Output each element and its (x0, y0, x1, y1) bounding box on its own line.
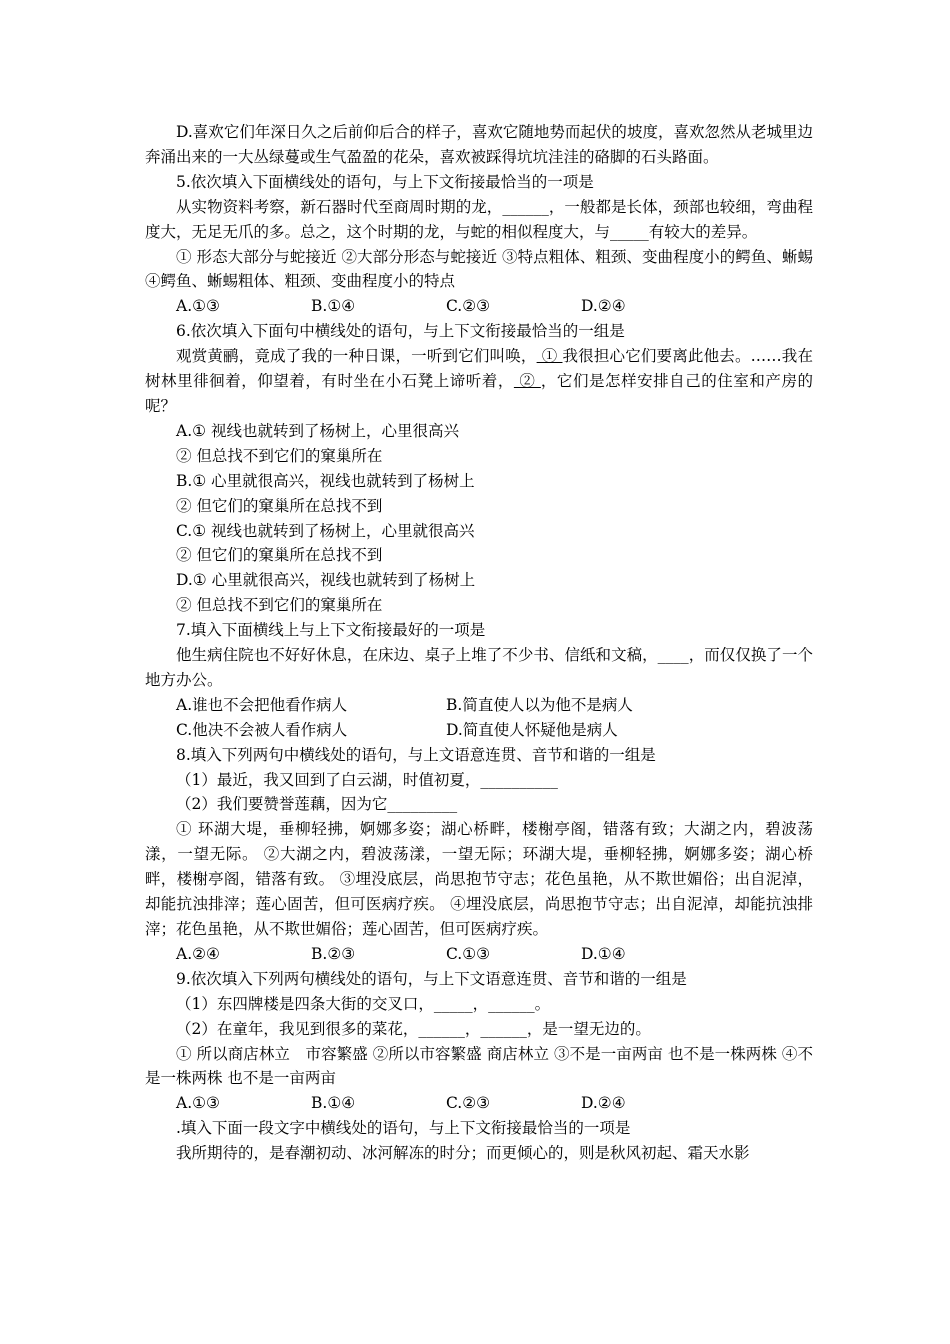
q7-options-row-2 (145, 718, 813, 743)
q5-option-a: A.①③ (176, 297, 220, 316)
q6-blank-1: ① (536, 347, 563, 366)
q5-stem: 5.依次填入下面横线处的语句，与上下文衔接最恰当的一项是 (176, 172, 594, 191)
q8-option-b: B.②③ (311, 944, 356, 963)
q9-option-a: A.①③ (176, 1094, 220, 1113)
q5-passage: 从实物资料考察，新石器时代至商周时期的龙，______，一般都是长体，颈部也较细，弯曲程度大，无足无爪的多。总之，这个时期的龙，与蛇的相似程度大，与_____有较大的差异。 (145, 197, 813, 241)
q8-option-a: A.②④ (176, 944, 220, 963)
q7-option-a: A.谁也不会把他看作病人 (176, 695, 348, 714)
q6-passage (145, 344, 813, 419)
q5-option-b: B.①④ (311, 297, 356, 316)
q9-sentence-1: （1）东四牌楼是四条大街的交叉口，_____，______。 (176, 994, 551, 1013)
q9-option-c: C.②③ (446, 1094, 491, 1113)
q7-passage: 他生病住院也不好好休息，在床边、桌子上堆了不少书、信纸和文稿，____，而仅仅换了一个地方办公。 (145, 646, 813, 689)
q8-items: ① 环湖大堤，垂柳轻拂，婀娜多姿；湖心桥畔，楼榭亭阁，错落有致；大湖之内，碧波荡漾，一望无际。 ②大湖之内，碧波荡漾，一望无际；环湖大堤，垂柳轻拂，婀娜多姿；湖心桥畔，楼榭亭阁，错落有致。 ③埋没底层，尚思抱节守志；花色虽艳，从不欺世媚俗；出自泥淖，却能抗浊排滓；莲心固苦，但可医病疗疾。 ④埋没底层，尚思抱节守志；出自泥淖，却能抗浊排滓；花色虽艳，从不欺世媚俗；莲心固苦，但可医病疗疾。 (145, 820, 813, 938)
q6-option-c-1: C.① 视线也就转到了杨树上，心里就很高兴 (176, 521, 475, 540)
q7-options-row-1 (145, 693, 813, 718)
q6-blank-2: ② (513, 372, 541, 391)
q6-option-a-1: A.① 视线也就转到了杨树上，心里很高兴 (176, 421, 459, 440)
q6-passage-part-b: 我很担心它们要离此他去。……我在树林里徘徊着，仰望着，有时坐在小石凳上谛听着， (145, 347, 813, 391)
q5-items: ① 形态大部分与蛇接近 ②大部分形态与蛇接近 ③特点粗体、粗颈、变曲程度小的鳄鱼、蜥蜴 ④鳄鱼、蜥蜴粗体、粗颈、变曲程度小的特点 (145, 247, 813, 291)
q8-stem: 8.填入下列两句中横线处的语句，与上文语意连贯、音节和谐的一组是 (176, 745, 656, 764)
q8-sentence-2: （2）我们要赞誉莲藕，因为它_________ (176, 795, 458, 814)
q5-option-c: C.②③ (446, 297, 491, 316)
q7-option-c: C.他决不会被人看作病人 (176, 720, 348, 739)
q6-option-d-2: ② 但总找不到它们的窠巢所在 (176, 596, 383, 615)
q9-sentence-2: （2）在童年，我见到很多的菜花，______，______，是一望无边的。 (176, 1019, 651, 1038)
q7-stem: 7.填入下面横线上与上下文衔接最好的一项是 (176, 621, 486, 640)
q10-stem: .填入下面一段文字中横线处的语句，与上下文衔接最恰当的一项是 (176, 1119, 631, 1138)
q9-items: ① 所以商店林立 市容繁盛 ②所以市容繁盛 商店林立 ③不是一亩两亩 也不是一株两株 ④不是一株两株 也不是一亩两亩 (145, 1044, 813, 1088)
q6-passage-part-a: 观赏黄鹂，竟成了我的一种日课，一听到它们叫唤， (176, 347, 537, 366)
q9-option-b: B.①④ (311, 1094, 356, 1113)
q6-stem: 6.依次填入下面句中横线处的语句，与上下文衔接最恰当的一组是 (176, 322, 625, 341)
q10-passage: 我所期待的，是春潮初动、冰河解冻的时分；而更倾心的，则是秋风初起、霜天水影 (176, 1144, 750, 1163)
q8-option-d: D.①④ (581, 944, 626, 963)
q4-option-d: D.喜欢它们年深日久之后前仰后合的样子，喜欢它随地势而起伏的坡度，喜欢忽然从老城里边奔涌出来的一大丛绿蔓或生气盈盈的花朵，喜欢被踩得坑坑洼洼的硌脚的石头路面。 (145, 123, 813, 166)
q5-options (145, 294, 813, 319)
q8-option-c: C.①③ (446, 944, 491, 963)
q5-option-d: D.②④ (581, 297, 626, 316)
document-body (145, 120, 813, 1166)
q9-stem: 9.依次填入下列两句横线处的语句，与上下文语意连贯、音节和谐的一组是 (176, 969, 687, 988)
q6-option-c-2: ② 但它们的窠巢所在总找不到 (176, 546, 383, 565)
q6-option-b-2: ② 但它们的窠巢所在总找不到 (176, 496, 383, 515)
q8-options (145, 942, 813, 967)
q6-option-a-2: ② 但总找不到它们的窠巢所在 (176, 446, 383, 465)
q7-option-d: D.简直使人怀疑他是病人 (446, 720, 618, 739)
q6-option-d-1: D.① 心里就很高兴，视线也就转到了杨树上 (176, 571, 476, 590)
q6-option-b-1: B.① 心里就很高兴，视线也就转到了杨树上 (176, 471, 475, 490)
q6-passage-part-c: ，它们是怎样安排自己的住室和产房的呢？ (145, 372, 813, 415)
q9-options (145, 1091, 813, 1116)
q7-option-b: B.简直使人以为他不是病人 (446, 695, 633, 714)
q8-sentence-1: （1）最近，我又回到了白云湖，时值初夏，__________ (176, 770, 558, 789)
q9-option-d: D.②④ (581, 1094, 626, 1113)
